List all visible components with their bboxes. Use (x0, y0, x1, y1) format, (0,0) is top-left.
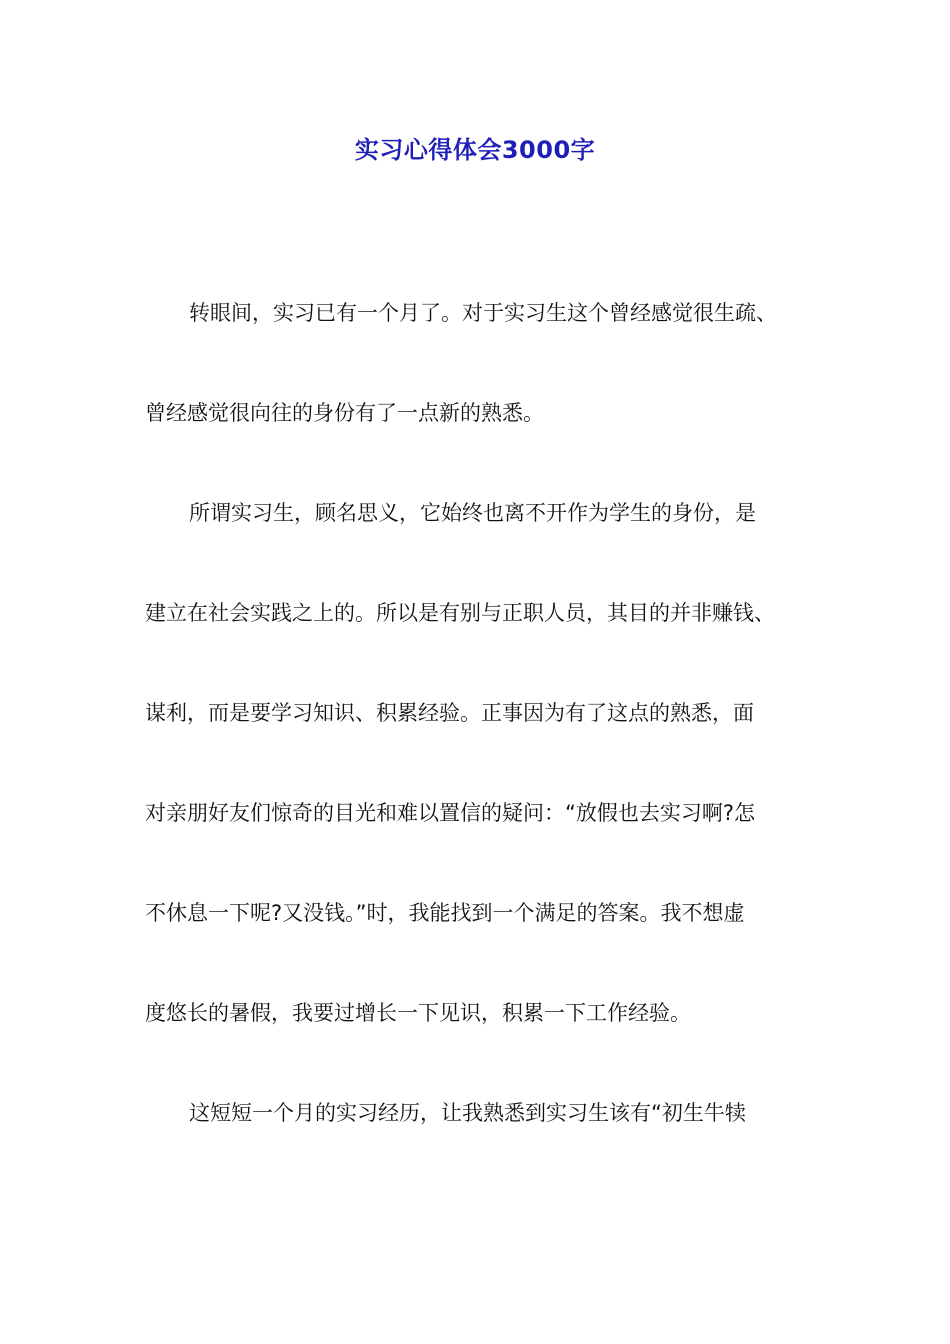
paragraph-line: 建立在社会实践之上的。所以是有别与正职人员，其目的并非赚钱、 (145, 601, 775, 625)
paragraph-line: 所谓实习生，顾名思义，它始终也离不开作为学生的身份，是 (189, 501, 756, 525)
paragraph-line: 曾经感觉很向往的身份有了一点新的熟悉。 (145, 401, 544, 425)
paragraph-line: 转眼间，实习已有一个月了。对于实习生这个曾经感觉很生疏、 (189, 301, 777, 325)
paragraph-line: 不休息一下呢?又没钱。”时，我能找到一个满足的答案。我不想虚 (145, 901, 745, 925)
paragraph-line: 度悠长的暑假，我要过增长一下见识，积累一下工作经验。 (145, 1001, 691, 1025)
paragraph-line: 谋利，而是要学习知识、积累经验。正事因为有了这点的熟悉，面 (145, 701, 754, 725)
paragraph-line: 这短短一个月的实习经历，让我熟悉到实习生该有“初生牛犊 (189, 1101, 746, 1125)
document-title: 实习心得体会3000字 (354, 136, 596, 164)
document-body (145, 291, 810, 1191)
paragraph-line: 对亲朋好友们惊奇的目光和难以置信的疑问：“放假也去实习啊?怎 (145, 801, 756, 825)
